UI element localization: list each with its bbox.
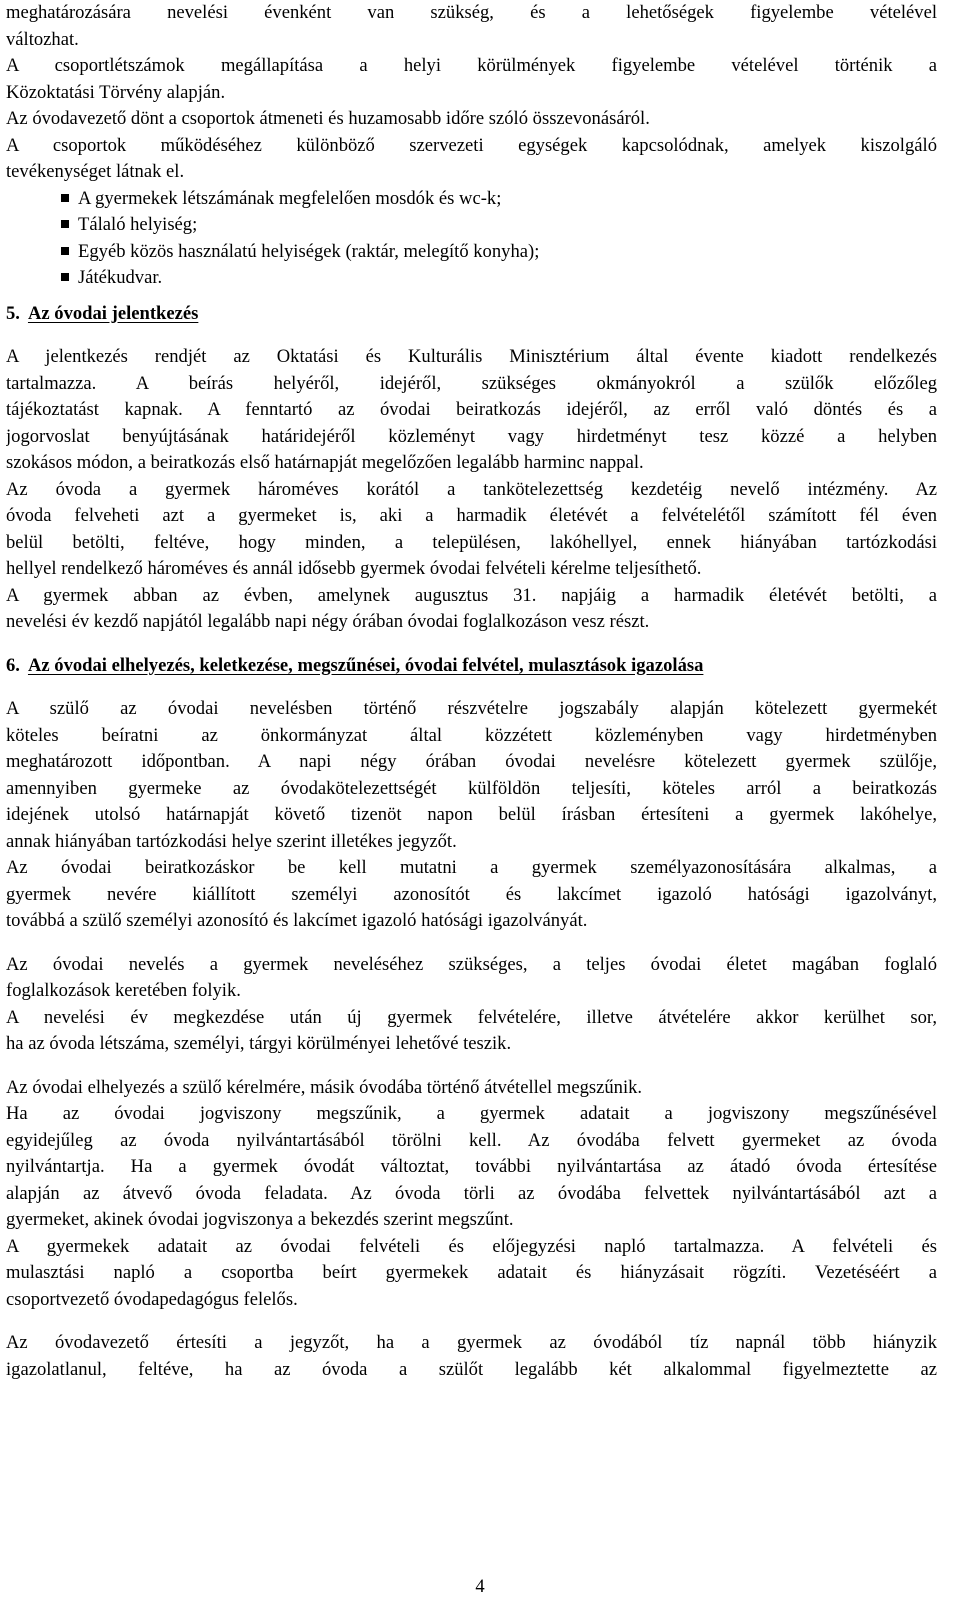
square-bullet-icon [61, 273, 69, 281]
text-line: gyermeket, akinek óvodai jogviszonya a bekezdés szerint megszűnt. [6, 1209, 514, 1230]
text-line: A jelentkezés rendjét az Oktatási és Kulturális Minisztérium által évente kiadott rendelkezés [6, 346, 937, 367]
section-title: Az óvodai jelentkezés [27, 302, 199, 324]
text-line: Az óvodai beiratkozáskor be kell mutatni a gyermek személyazonosítására alkalmas, a [6, 857, 937, 878]
text-line: egyidejűleg az óvoda nyilvántartásából törölni kell. Az óvodába felvett gyermeket az óvoda [6, 1129, 937, 1151]
text-line: gyermek nevére kiállított személyi azonosítót és lakcímet igazoló hatósági igazolványt, [6, 883, 937, 905]
text-line: meghatározására nevelési évenként van szükség, és a lehetőségek figyelembe vételével [6, 2, 937, 23]
text-line: Az óvodai nevelés a gyermek neveléséhez szükséges, a teljes óvodai életet magában foglaló [6, 953, 937, 975]
list-item: Tálaló helyiség; [6, 212, 937, 239]
text-line: amennyiben gyermeke az óvodakötelezettségét külföldön teljesíti, köteles arról a beiratkozás [6, 777, 937, 799]
text-line: annak hiányában tartózkodási helye szerint illetékes jegyzőt. [6, 830, 457, 852]
text-line: Az óvoda a gyermek hároméves korától a tankötelezettség kezdetéig nevelő intézmény. Az [6, 478, 937, 500]
text-line: szokásos módon, a beiratkozás első határnapját megelőzően legalább harminc nappal. [6, 452, 644, 473]
text-line: csoportvezető óvodapedagógus felelős. [6, 1288, 298, 1310]
section-number: 6. [6, 654, 20, 676]
text-line: ha az óvoda létszáma, személyi, tárgyi körülményei lehetővé teszik. [6, 1033, 512, 1054]
text-line: változhat. [6, 28, 79, 50]
section-title: Az óvodai elhelyezés, keletkezése, megszűnései, óvodai felvétel, mulasztások igazolása [27, 654, 704, 676]
document-page [6, 0, 937, 1383]
facility-list [6, 186, 937, 292]
text-line: A szülő az óvodai nevelésben történő részvételre jogszabály alapján kötelezett gyermekét [6, 698, 937, 719]
text-line: hellyel rendelkező hároméves és annál idősebb gyermek óvodai felvételi kérelme teljesíthető. [6, 558, 702, 579]
page-number: 4 [475, 1576, 485, 1597]
text-line: meghatározott időpontban. A napi négy órában óvodai nevelésre kötelezett gyermek szülője, [6, 751, 937, 772]
text-line: nyilvántartja. Ha a gyermek óvodát változtat, további nyilvántartása az átadó óvoda értesítése [6, 1156, 937, 1177]
section-6-heading [6, 653, 937, 680]
list-item: A gyermekek létszámának megfelelően mosdók és wc-k; [6, 186, 937, 213]
text-line: Ha az óvodai jogviszony megszűnik, a gyermek adatait a jogviszony megszűnésével [6, 1103, 937, 1124]
text-line: alapján az átvevő óvoda feladata. Az óvoda törli az óvodába felvettek nyilvántartásából azt a [6, 1182, 937, 1204]
text-line: jogorvoslat benyújtásának határidejéről közleményt vagy hirdetményt tesz közzé a helyben [6, 425, 937, 447]
text-line: A nevelési év megkezdése után új gyermek felvételére, illetve átvételére akkor kerülhet sor, [6, 1006, 937, 1028]
text-line: nevelési év kezdő napjától legalább napi négy órában óvodai foglalkozáson vesz részt. [6, 611, 650, 632]
text-line: idejének utolsó határnapját követő tizenöt napon belül írásban értesíteni a gyermek lakóhelye, [6, 804, 937, 825]
list-item: Egyéb közös használatú helyiségek (raktár, melegítő konyha); [6, 239, 937, 266]
text-line: A gyermek abban az évben, amelynek augusztus 31. napjáig a harmadik életévét betölti, a [6, 584, 937, 606]
text-line: továbbá a szülő személyi azonosító és lakcímet igazoló hatósági igazolványát. [6, 910, 588, 931]
text-line: Az óvodai elhelyezés a szülő kérelmére, másik óvodába történő átvétellel megszűnik. [6, 1076, 643, 1098]
list-item: Játékudvar. [6, 265, 937, 292]
text-line: Az óvodavezető értesíti a jegyzőt, ha a gyermek az óvodából tíz napnál több hiányzik [6, 1332, 937, 1353]
text-line: tevékenységet látnak el. [6, 161, 185, 182]
section-5-heading [6, 301, 937, 328]
text-line: óvoda felveheti azt a gyermeket is, aki a harmadik életévét a felvételétől számított fél éven [6, 505, 937, 526]
text-line: köteles beíratni az önkormányzat által közzétett közleményben vagy hirdetményben [6, 724, 937, 746]
text-line: tájékoztatást kapnak. A fenntartó az óvodai beiratkozás idejéről, az erről való döntés és a [6, 399, 937, 420]
text-line: foglalkozások keretében folyik. [6, 980, 241, 1001]
square-bullet-icon [61, 194, 69, 202]
text-line: A csoportok működéséhez különböző szervezeti egységek kapcsolódnak, amelyek kiszolgáló [6, 134, 937, 156]
text-line: igazolatlanul, feltéve, ha az óvoda a szülőt legalább két alkalommal figyelmeztette az [6, 1358, 937, 1380]
text-line: Közoktatási Törvény alapján. [6, 81, 226, 103]
text-line: Az óvodavezető dönt a csoportok átmeneti és huzamosabb időre szóló összevonásáról. [6, 108, 650, 129]
square-bullet-icon [61, 247, 69, 255]
text-line: A gyermekek adatait az óvodai felvételi és előjegyzési napló tartalmazza. A felvételi és [6, 1235, 937, 1257]
text-line: belül betölti, feltéve, hogy minden, a településen, lakóhellyel, ennek hiányában tartózkodási [6, 531, 937, 553]
text-line: mulasztási napló a csoportba beírt gyermekek adatait és hiányzásait rögzíti. Vezetéséért a [6, 1262, 937, 1283]
text-line: tartalmazza. A beírás helyéről, idejéről, szükséges okmányokról a szülők előzőleg [6, 372, 937, 394]
text-line: A csoportlétszámok megállapítása a helyi körülmények figyelembe vételével történik a [6, 55, 937, 76]
square-bullet-icon [61, 220, 69, 228]
section-number: 5. [6, 302, 20, 324]
